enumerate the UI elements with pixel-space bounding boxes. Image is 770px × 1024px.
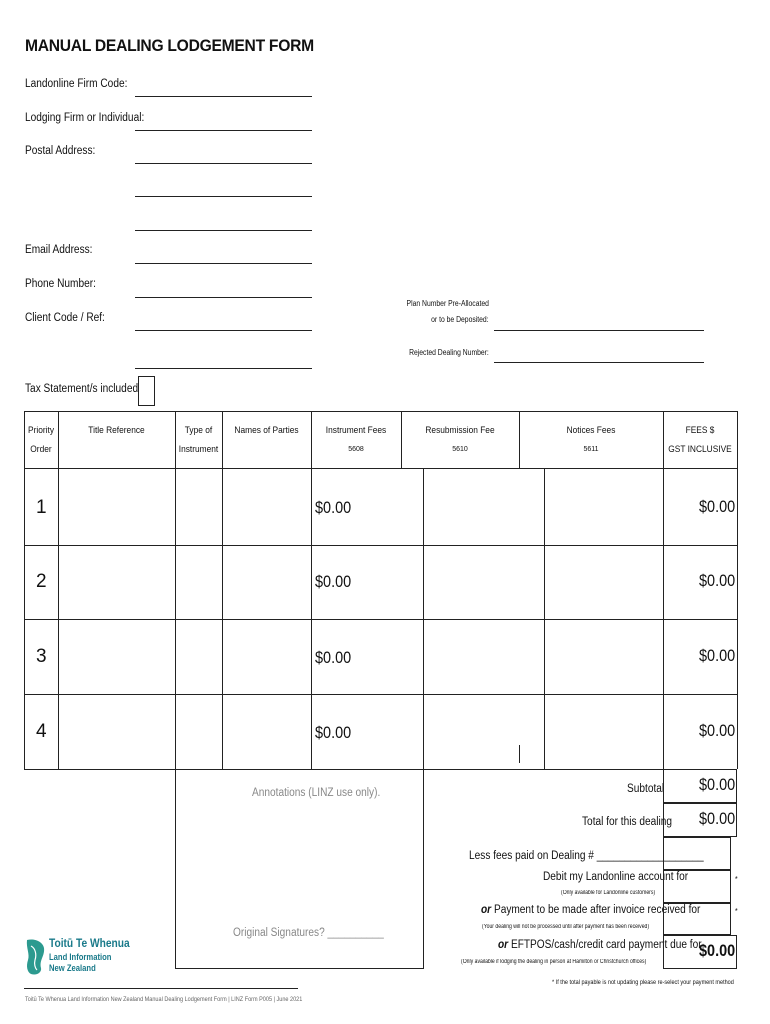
postal-address-line2[interactable] — [135, 196, 312, 197]
form-title: MANUAL DEALING LODGEMENT FORM — [25, 36, 314, 55]
total-label: Total for this dealing — [582, 816, 673, 828]
footer-divider — [24, 988, 298, 989]
resubmission-fee-code: 5610 — [452, 446, 468, 453]
lodging-firm-input[interactable] — [135, 130, 312, 131]
logo-line2: Land Information — [49, 952, 112, 962]
eftpos-label: or EFTPOS/cash/credit card payment due for — [498, 939, 702, 951]
less-fees-label: Less fees paid on Dealing # ___________________ — [469, 850, 704, 862]
footnote: * If the total payable is not updating please re-select your payment method — [552, 979, 734, 986]
row-3-order: 3 — [36, 646, 47, 667]
row-2-instrument-fee: $0.00 — [315, 572, 352, 591]
row-3-fees: $0.00 — [699, 646, 736, 665]
invoice-label: or Payment to be made after invoice received for — [481, 904, 701, 916]
row-1-fees: $0.00 — [699, 497, 736, 516]
row-2-fees: $0.00 — [699, 571, 736, 590]
subtotal-label: Subtotal — [627, 783, 665, 795]
firm-code-input[interactable] — [135, 96, 312, 97]
header-fees-gst: FEES $ GST INCLUSIVE — [668, 425, 732, 455]
invoice-note: (Your dealing will not be processed until after payment has been received) — [482, 924, 650, 930]
eftpos-value: $0.00 — [699, 941, 736, 960]
original-signatures-label: Original Signatures? __________ — [233, 927, 384, 939]
tax-statement-checkbox[interactable] — [138, 376, 155, 406]
invoice-box[interactable] — [663, 903, 731, 935]
row-3-instrument-fee: $0.00 — [315, 648, 352, 667]
debit-note: (Only available for Landonline customers) — [561, 890, 656, 896]
rejected-dealing-input[interactable] — [494, 362, 704, 363]
plan-number-label-line1: Plan Number Pre-Allocated — [406, 299, 489, 308]
less-fees-box[interactable] — [663, 837, 731, 870]
annotations-box — [175, 769, 424, 969]
logo-line1: Toitū Te Whenua — [49, 936, 130, 950]
notices-fees-code: 5611 — [583, 446, 599, 453]
client-code-input[interactable] — [135, 330, 312, 331]
postal-address-line3[interactable] — [135, 230, 312, 231]
phone-input[interactable] — [135, 297, 312, 298]
firm-code-label: Landonline Firm Code: — [25, 78, 128, 90]
footer-text: Toitū Te Whenua Land Information New Zealand Manual Dealing Lodgement Form | LINZ Form P005 | June 2021 — [25, 996, 303, 1003]
debit-asterisk: * — [735, 875, 738, 884]
debit-box[interactable] — [663, 870, 731, 903]
logo-line3: New Zealand — [49, 963, 96, 973]
plan-number-input[interactable] — [494, 330, 704, 331]
tax-statement-label: Tax Statement/s included — [25, 383, 139, 395]
header-priority-order: Priority Order — [27, 425, 55, 455]
postal-address-label: Postal Address: — [25, 145, 96, 157]
row-2-order: 2 — [36, 571, 47, 592]
email-input[interactable] — [135, 263, 312, 264]
header-notices-fees: Notices Fees — [566, 425, 616, 436]
plan-number-label-line2: or to be Deposited: — [431, 315, 489, 324]
total-value: $0.00 — [699, 809, 736, 828]
header-title-reference: Title Reference — [88, 425, 145, 436]
header-names-of-parties: Names of Parties — [234, 425, 299, 436]
rejected-dealing-label: Rejected Dealing Number: — [409, 348, 489, 357]
subtotal-value: $0.00 — [699, 775, 736, 794]
lodging-firm-label: Lodging Firm or Individual: — [25, 112, 145, 124]
row-4-order: 4 — [36, 721, 47, 742]
phone-label: Phone Number: — [25, 278, 96, 290]
client-code-label: Client Code / Ref: — [25, 312, 105, 324]
header-resubmission-fee: Resubmission Fee — [425, 425, 495, 436]
postal-address-line1[interactable] — [135, 163, 312, 164]
row-4-instrument-fee: $0.00 — [315, 723, 352, 742]
client-code-line2[interactable] — [135, 368, 312, 369]
invoice-asterisk: * — [735, 907, 738, 916]
header-type-of-instrument: Type of Instrument — [178, 425, 219, 455]
row-1-order: 1 — [36, 497, 47, 518]
header-instrument-fees: Instrument Fees — [325, 425, 387, 436]
annotations-label: Annotations (LINZ use only). — [252, 787, 381, 799]
row-1-instrument-fee: $0.00 — [315, 498, 352, 517]
eftpos-note: (Only available if lodging the dealing in person at Hamilton or Christchurch offices) — [461, 959, 647, 965]
email-label: Email Address: — [25, 244, 93, 256]
instrument-fees-code: 5608 — [348, 446, 364, 453]
debit-label: Debit my Landonline account for — [543, 871, 689, 883]
linz-logo — [25, 934, 145, 980]
linz-logo-icon — [25, 936, 47, 978]
row-4-fees: $0.00 — [699, 721, 736, 740]
